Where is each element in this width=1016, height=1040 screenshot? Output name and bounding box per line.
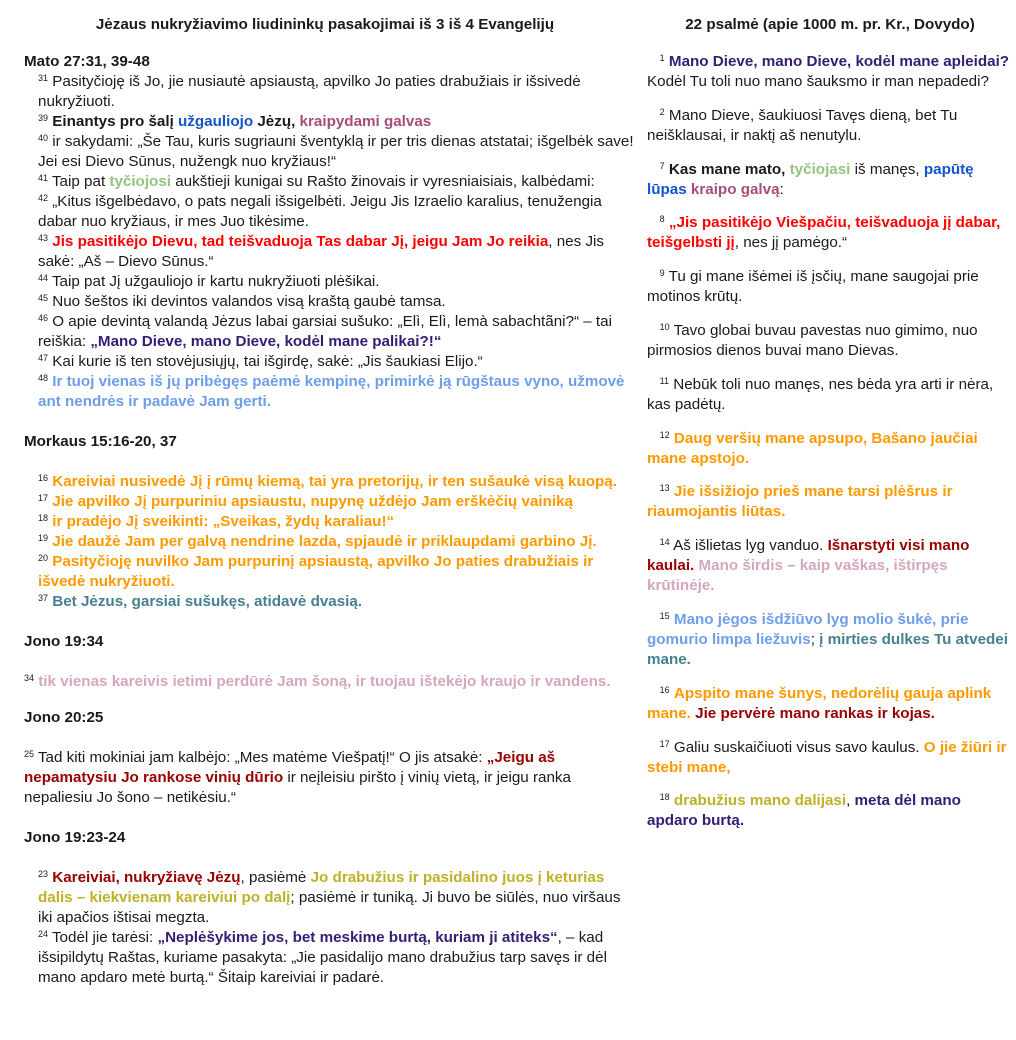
verse-morkaus-20: $^{20}$ Pasityčioję nuvilko Jam purpurinį apsiaustą, apvilko Jo paties drabužiais ir išvedė nukryžiuoti. (38, 553, 594, 590)
psalm-verse-18: $^{18}$ drabužius mano dalijasi, meta dėl mano apdaro burtą. (647, 792, 961, 830)
psalm-verse-14: $^{14}$ Aš išlietas lyg vanduo. Išnarstyti visi mano kaulai. Mano širdis – kaip vaškas, ištirpęs krūtinėje. (647, 537, 970, 595)
psalm-verse-12: $^{12}$ Daug veršių mane apsupo, Bašano jaučiai mane apstojo. (647, 429, 978, 467)
verse-morkaus-37: $^{37}$ Bet Jėzus, garsiai sušukęs, atidavė dvasią. (38, 593, 363, 610)
ref-morkaus: Morkaus 15:16-20, 37 (24, 433, 177, 450)
psalm-verse-2: $^2$ Mano Dieve, šaukiuosi Tavęs dieną, bet Tu neišklausai, ir naktį aš nenutylu. (647, 106, 958, 144)
verse-mato-41: $^{41}$ Taip pat tyčiojosi aukštieji kunigai su Rašto žinovais ir vyresniaisiais, kalbėdami: (38, 173, 595, 190)
ref-jono-19-34: Jono 19:34 (24, 633, 104, 650)
verse-mato-40: $^{40}$ ir sakydami: „Še Tau, kuris sugriauni šventyklą ir per tris dienas atstatai; išgelbėk save! Jei esi Dievo Sūnus, nužengk nuo kryžiaus!“ (38, 133, 634, 170)
verse-mato-42: $^{42}$ „Kitus išgelbėdavo, o pats negali išsigelbėti. Jeigu Jis Izraelio karalius, tenužengia dabar nuo kryžiaus, ir mes Juo tikėsime. (38, 193, 602, 230)
ref-jono-20-25: Jono 20:25 (24, 709, 104, 726)
psalm-verse-7: $^7$ Kas mane mato, tyčiojasi iš manęs, papūtę lūpas kraipo galvą: (647, 160, 974, 198)
verse-mato-46: $^{46}$ O apie devintą valandą Jėzus labai garsiai sušuko: „Elì, Elì, lemà sabachtãni?“ – tai reiškia: „Mano Dieve, mano Dieve, kodėl mane palikai?!“ (38, 313, 612, 350)
psalm-verse-11: $^{11}$ Nebūk toli nuo manęs, nes bėda yra arti ir nėra, kas padėtų. (647, 375, 994, 413)
gospels-title: Jėzaus nukryžiavimo liudininkų pasakojimai iš 3 iš 4 Evangelijų (95, 16, 555, 33)
psalm-verse-16: $^{16}$ Apspito mane šunys, nedorėlių gauja aplink mane. Jie pervėrė mano rankas ir kojas. (647, 684, 992, 722)
verse-morkaus-17: $^{17}$ Jie apvilko Jį purpuriniu apsiaustu, nupynę uždėjo Jam erškėčių vainiką (38, 493, 574, 510)
verse-mato-39: $^{39}$ Einantys pro šalį užgauliojo Jėzų, kraipydami galvas (38, 113, 432, 130)
verse-mato-43: $^{43}$ Jis pasitikėjo Dievu, tad teišvaduoja Tas dabar Jį, jeigu Jam Jo reikia, nes Jis sakė: „Aš – Dievo Sūnus.“ (38, 233, 605, 270)
verse-morkaus-16: $^{16}$ Kareiviai nusivedė Jį į rūmų kiemą, tai yra pretorijų, ir ten sušaukė visą kuopą. (38, 473, 617, 490)
verse-mato-31: $^{31}$ Pasityčioję iš Jo, jie nusiautė apsiaustą, apvilko Jo paties drabužiais ir išsivedė nukryžiuoti. (38, 73, 581, 110)
verse-mato-48: $^{48}$ Ir tuoj vienas iš jų pribėgęs paėmė kempinę, primirkė ją rūgštaus vyno, užmovė ant nendrės ir padavė Jam gerti. (38, 373, 625, 410)
psalm-verse-17: $^{17}$ Galiu suskaičiuoti visus savo kaulus. O jie žiūri ir stebi mane, (647, 738, 1007, 776)
psalm-verse-9: $^9$ Tu gi mane išėmei iš įsčių, mane saugojai prie motinos krūtų. (647, 268, 979, 306)
gospels-column (24, 14, 638, 988)
psalm-verse-8: $^8$ „Jis pasitikėjo Viešpačiu, teišvaduoja jį dabar, teišgelbsti jį, nes jį pamėgo.“ (647, 214, 1001, 252)
verse-mato-44: $^{44}$ Taip pat Jį užgauliojo ir kartu nukryžiuoti plėšikai. (38, 273, 380, 290)
verse-morkaus-18: $^{18}$ ir pradėjo Jį sveikinti: „Sveikas, žydų karaliau!“ (38, 513, 395, 530)
psalm-column (647, 14, 1013, 845)
verse-morkaus-19: $^{19}$ Jie daužė Jam per galvą nendrine lazda, spjaudė ir priklaupdami garbino Jį. (38, 533, 597, 550)
verse-jono-25: $^{25}$ Tad kiti mokiniai jam kalbėjo: „Mes matėme Viešpatį!“ O jis atsakė: „Jeigu aš nepamatysiu Jo rankose vinių dūrio ir neįleisiu piršto į vinių vietą, ir jeigu ranka nepaliesiu Jo šono – netikėsiu.“ (24, 749, 571, 806)
psalm-verse-13: $^{13}$ Jie išsižiojo prieš mane tarsi plėšrus ir riaumojantis liūtas. (647, 483, 953, 521)
psalm-title: 22 psalmė (apie 1000 m. pr. Kr., Dovydo) (685, 16, 975, 33)
psalm-verse-10: $^{10}$ Tavo globai buvau pavestas nuo gimimo, nuo pirmosios dienos buvai mano Dievas. (647, 321, 978, 359)
verse-mato-45: $^{45}$ Nuo šeštos iki devintos valandos visą kraštą gaubė tamsa. (38, 293, 446, 310)
verse-jono-24: $^{24}$ Todėl jie tarėsi: „Neplėšykime jos, bet meskime burtą, kuriam ji atiteks“, – kad išsipildytų Raštas, kuriame pasakyta: „Jie pasidalijo mano drabužius tarp savęs ir dėl mano apdaro metė burtą.“ Šitaip kareiviai ir padarė. (38, 929, 607, 986)
verse-jono-34: $^{34}$ tik vienas kareivis ietimi perdūrė Jam šoną, ir tuojau ištekėjo kraujo ir vandens. (24, 673, 611, 690)
psalm-verse-15: $^{15}$ Mano jėgos išdžiūvo lyg molio šukė, prie gomurio limpa liežuvis; į mirties dulkes Tu atvedei mane. (647, 610, 1008, 668)
verse-jono-23: $^{23}$ Kareiviai, nukryžiavę Jėzų, pasiėmė Jo drabužius ir pasidalino juos į keturias dalis – kiekvienam kareiviui po dalį; pasiėmė ir tuniką. Ji buvo be siūlės, nuo viršaus iki apačios ištisai megzta. (38, 869, 621, 926)
verse-mato-47: $^{47}$ Kai kurie iš ten stovėjusiųjų, tai išgirdę, sakė: „Jis šaukiasi Elijo.“ (38, 353, 483, 370)
ref-mato: Mato 27:31, 39-48 (24, 53, 150, 70)
psalm-verse-1: $^1$ Mano Dieve, mano Dieve, kodėl mane apleidai? Kodėl Tu toli nuo mano šauksmo ir man nepadedi? (647, 53, 1010, 90)
ref-jono-19-23: Jono 19:23-24 (24, 829, 126, 846)
